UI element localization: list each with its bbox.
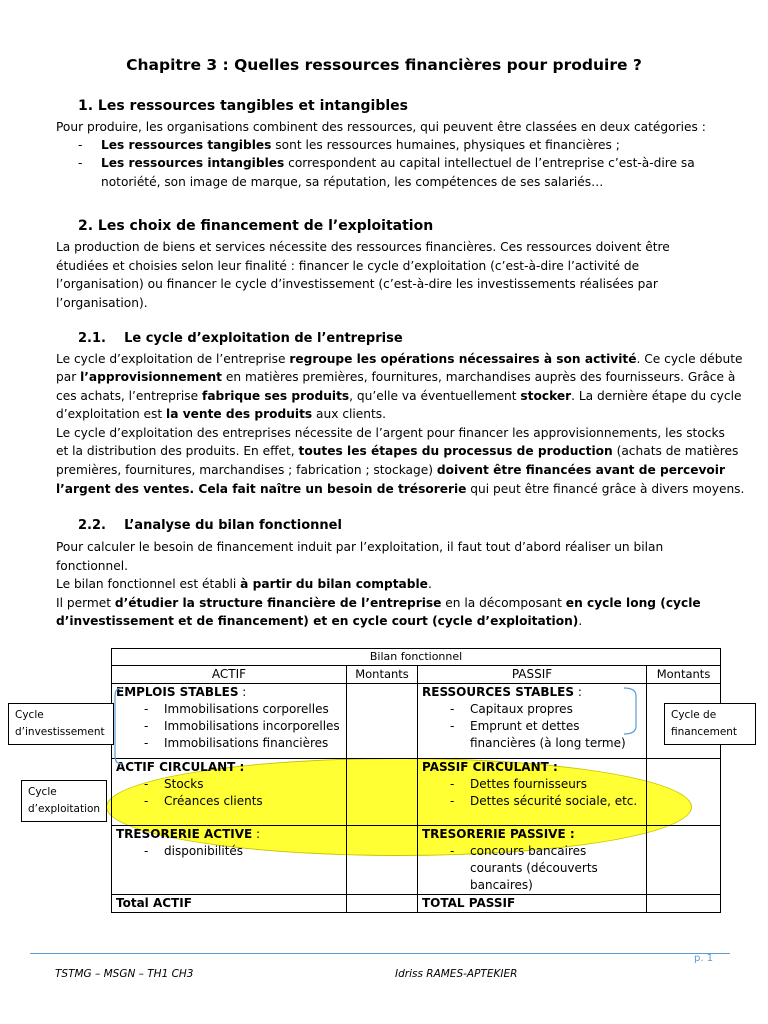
table-row-total — [112, 895, 721, 913]
section-2-1-line-6: et la distribution des produits. En effet, toutes les étapes du processus de production (achats de matières — [56, 444, 739, 458]
cell-montant-passif-circulant — [647, 759, 721, 826]
section-2-2-line-4: Il permet d’étudier la structure financière de l’entreprise en la décomposant en cycle long (cycle — [56, 596, 701, 610]
header-actif: ACTIF — [112, 666, 347, 684]
footer-rule — [30, 953, 730, 954]
table-caption-row — [112, 649, 721, 666]
cell-montant-total-actif — [347, 895, 418, 913]
label-cycle-investissement: Cycle d’investissement — [8, 703, 114, 745]
cell-tresorerie-passive: TRESORERIE PASSIVE : - concours bancaires courants (découverts bancaires) — [418, 826, 647, 895]
section-2-2-line-2: fonctionnel. — [56, 559, 129, 573]
section-2-1-line-8: l’argent des ventes. Cela fait naître un besoin de trésorerie qui peut être financé grâce à divers moyens. — [56, 482, 745, 496]
section-2-line-1: La production de biens et services nécessite des ressources financières. Ces ressources doivent être — [56, 240, 670, 254]
section-2-1-line-2: par l’approvisionnement en matières premières, fournitures, marchandises auprès des fournisseurs. Grâce à — [56, 370, 736, 384]
section-2-1-line-4: d’exploitation est la vente des produits aux clients. — [56, 407, 387, 421]
section-1-heading: 1. Les ressources tangibles et intangibles — [78, 98, 408, 114]
section-2-heading: 2. Les choix de financement de l’exploitation — [78, 218, 434, 234]
page-number: p. 1 — [694, 953, 714, 964]
cell-montant-treso-active — [347, 826, 418, 895]
header-passif: PASSIF — [418, 666, 647, 684]
table-row-tresorerie — [112, 826, 721, 895]
section-2-2-line-3: Le bilan fonctionnel est établi à partir du bilan comptable. — [56, 577, 432, 591]
section-2-1-line-5: Le cycle d’exploitation des entreprises nécessite de l’argent pour financer les approvisionnements, les stocks — [56, 426, 725, 440]
cell-total-passif: TOTAL PASSIF — [418, 895, 647, 913]
label-cycle-exploitation: Cycle d’exploitation — [21, 780, 107, 822]
cell-montant-actif-circulant — [347, 759, 418, 826]
cell-montant-treso-passive — [647, 826, 721, 895]
cell-tresorerie-active: TRESORERIE ACTIVE : - disponibilités — [112, 826, 347, 895]
section-2-1-line-7: premières, fournitures, marchandises ; fabrication ; stockage) doivent être financées avant de percevoir — [56, 463, 725, 477]
cell-total-actif: Total ACTIF — [112, 895, 347, 913]
cell-passif-circulant: PASSIF CIRCULANT : - Dettes fournisseurs - Dettes sécurité sociale, etc. — [418, 759, 647, 826]
table-header-row — [112, 666, 721, 684]
footer-left: TSTMG – MSGN – TH1 CH3 — [55, 968, 194, 980]
cell-emplois-stables: EMPLOIS STABLES : - Immobilisations corporelles - Immobilisations incorporelles - Immobilisations financières — [112, 684, 347, 759]
header-montants-actif: Montants — [347, 666, 418, 684]
section-2-line-2: étudiées et choisies selon leur finalité : financer le cycle d’exploitation (c’est-à-dire l’activité de — [56, 259, 640, 273]
section-1-bullet-2-line-2: notoriété, son image de marque, sa réputation, les compétences de ses salariés… — [101, 175, 604, 189]
section-2-2-line-5: d’investissement et de financement) et en cycle court (cycle d’exploitation). — [56, 614, 583, 628]
table-row-circulant — [112, 759, 721, 826]
section-2-2-line-1: Pour calculer le besoin de financement induit par l’exploitation, il faut tout d’abord réaliser un bilan — [56, 540, 664, 554]
section-1-intro: Pour produire, les organisations combinent des ressources, qui peuvent être classées en deux catégories : — [56, 120, 706, 134]
footer-author: Idriss RAMES-APTEKIER — [395, 968, 518, 980]
table-caption: Bilan fonctionnel — [112, 649, 721, 666]
section-2-1-line-1: Le cycle d’exploitation de l’entreprise regroupe les opérations nécessaires à son activité. Ce cycle débute — [56, 352, 743, 366]
cell-actif-circulant: ACTIF CIRCULANT : - Stocks - Créances clients — [112, 759, 347, 826]
page-title: Chapitre 3 : Quelles ressources financières pour produire ? — [126, 56, 642, 74]
section-2-2-heading: 2.2. L’analyse du bilan fonctionnel — [78, 518, 342, 533]
section-2-1-heading: 2.1. Le cycle d’exploitation de l’entreprise — [78, 331, 403, 346]
cell-montant-total-passif — [647, 895, 721, 913]
right-bracket-icon — [622, 686, 642, 736]
label-cycle-financement: Cycle de financement — [664, 703, 756, 745]
header-montants-passif: Montants — [647, 666, 721, 684]
section-2-line-4: l’organisation). — [56, 296, 148, 310]
section-2-line-3: l’organisation) ou financer le cycle d’investissement (c’est-à-dire les investissements réalisées par — [56, 277, 658, 291]
cell-montant-emplois — [347, 684, 418, 759]
cell-ressources-stables: RESSOURCES STABLES : - Capitaux propres - Emprunt et dettes financières (à long terme) — [418, 684, 647, 759]
section-2-1-line-3: ces achats, l’entreprise fabrique ses produits, qu’elle va éventuellement stocker. La dernière étape du cycle — [56, 389, 742, 403]
